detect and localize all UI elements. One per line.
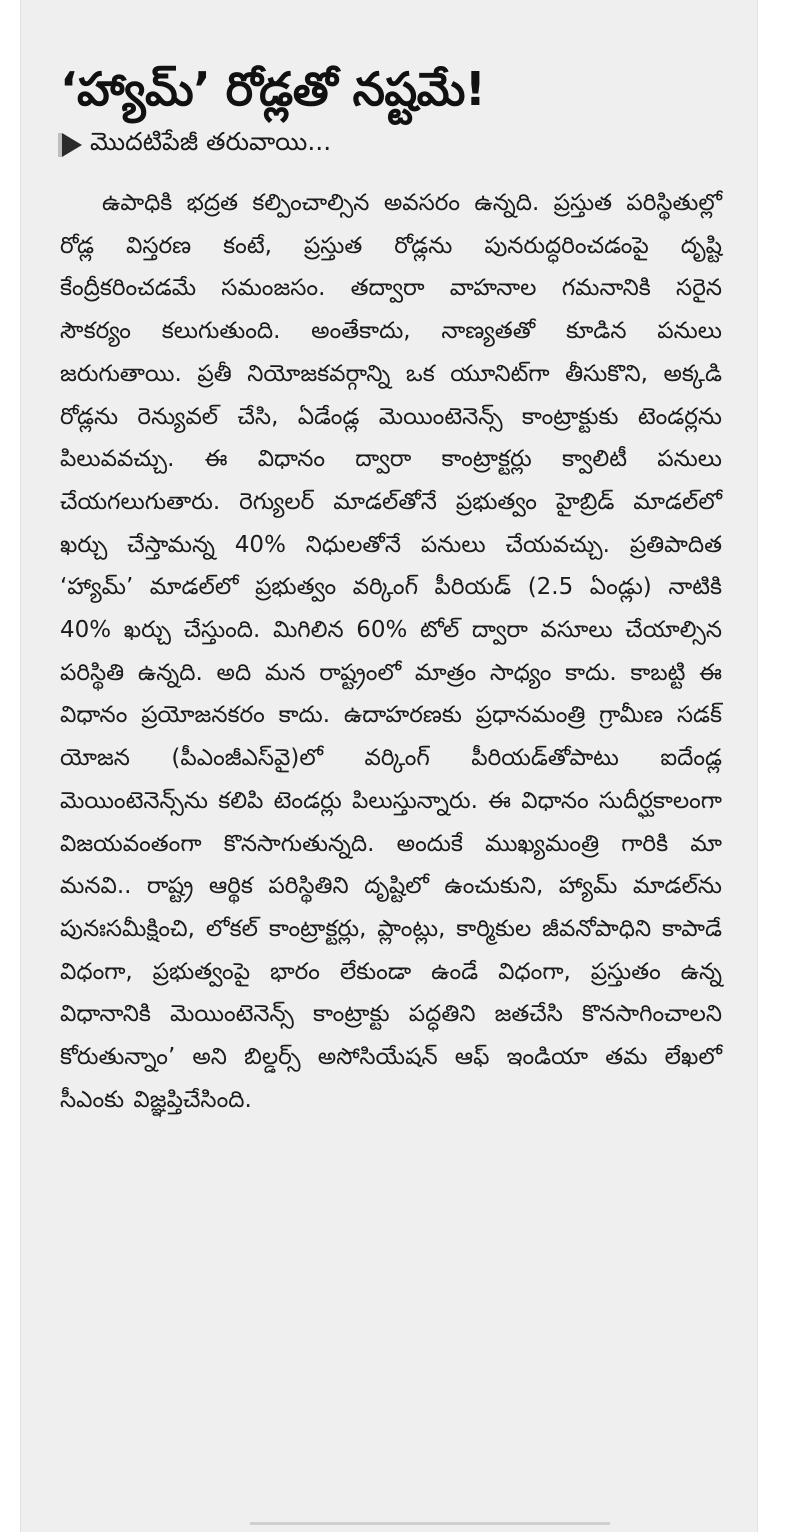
article-headline: ‘హ్యామ్’ రోడ్లతో నష్టమే! <box>60 61 486 116</box>
bottom-divider <box>250 1522 610 1532</box>
play-arrow-icon <box>62 133 82 157</box>
continued-label: మొదటిపేజీ తరువాయి... <box>90 127 332 156</box>
continued-from-front-page <box>62 120 331 170</box>
article-body: ఉపాధికి భద్రత కల్పించాల్సిన అవసరం ఉన్నది. ప్రస్తుత పరిస్థితుల్లో రోడ్ల విస్తరణ కంటే, ప్రస్తుత రోడ్లను పునరుద్ధరించడంపై దృష్టి కేంద్రీకరించడమే సమంజసం. తద్వారా వాహనాల గమనానికి సరైన సౌకర్యం కలుగుతుంది. అంతేకాదు, నాణ్యతతో కూడిన పనులు జరుగుతాయి. ప్రతీ నియోజకవర్గాన్ని ఒక యూనిట్‌గా తీసుకొని, అక్కడి రోడ్లను రెన్యువల్ చేసి, ఏడేండ్ల మెయింటెనెన్స్ కాంట్రాక్టుకు టెండర్లను పిలువవచ్చు. ఈ విధానం ద్వారా కాంట్రాక్టర్లు క్వాలిటీ పనులు చేయగలుగుతారు. రెగ్యులర్ మాడల్‌తోనే ప్రభుత్వం హైబ్రిడ్ మాడల్‌లో ఖర్చు చేస్తామన్న 40% నిధులతోనే పనులు చేయవచ్చు. ప్రతిపాదిత ‘హ్యామ్’ మాడల్‌లో ప్రభుత్వం వర్కింగ్ పీరియడ్ (2.5 ఏండ్లు) నాటికి 40% ఖర్చు చేస్తుంది. మిగిలిన 60% టోల్ ద్వారా వసూలు చేయాల్సిన పరిస్థితి ఉన్నది. అది మన రాష్ట్రంలో మాత్రం సాధ్యం కాదు. కాబట్టి ఈ విధానం ప్రయోజనకరం కాదు. ఉదాహరణకు ప్రధానమంత్రి గ్రామీణ సడక్ యోజన (పీఎంజీఎస్‌వై)లో వర్కింగ్ పీరియడ్‌తోపాటు ఐదేండ్ల మెయింటెనెన్స్‌ను కలిపి టెండర్లు పిలుస్తున్నారు. ఈ విధానం సుదీర్ఘకాలంగా విజయవంతంగా కొనసాగుతున్నది. అందుకే ముఖ్యమంత్రి గారికి మా మనవి.. రాష్ట్ర ఆర్థిక పరిస్థితిని దృష్టిలో ఉంచుకుని, హ్యామ్ మాడల్‌ను పునఃసమీక్షించి, లోకల్ కాంట్రాక్టర్లు, ప్లాంట్లు, కార్మికుల జీవనోపాధిని కాపాడే విధంగా, ప్రభుత్వంపై భారం లేకుండా ఉండే విధంగా, ప్రస్తుతం ఉన్న విధానానికి మెయింటెనెన్స్ కాంట్రాక్టు పద్ధతిని జతచేసి కొనసాగించాలని కోరుతున్నాం’ అని బిల్డర్స్ అసోసియేషన్ ఆఫ్ ఇండియా తమ లేఖలో సీఎంకు విజ్ఞప్తిచేసింది. <box>60 190 722 1113</box>
